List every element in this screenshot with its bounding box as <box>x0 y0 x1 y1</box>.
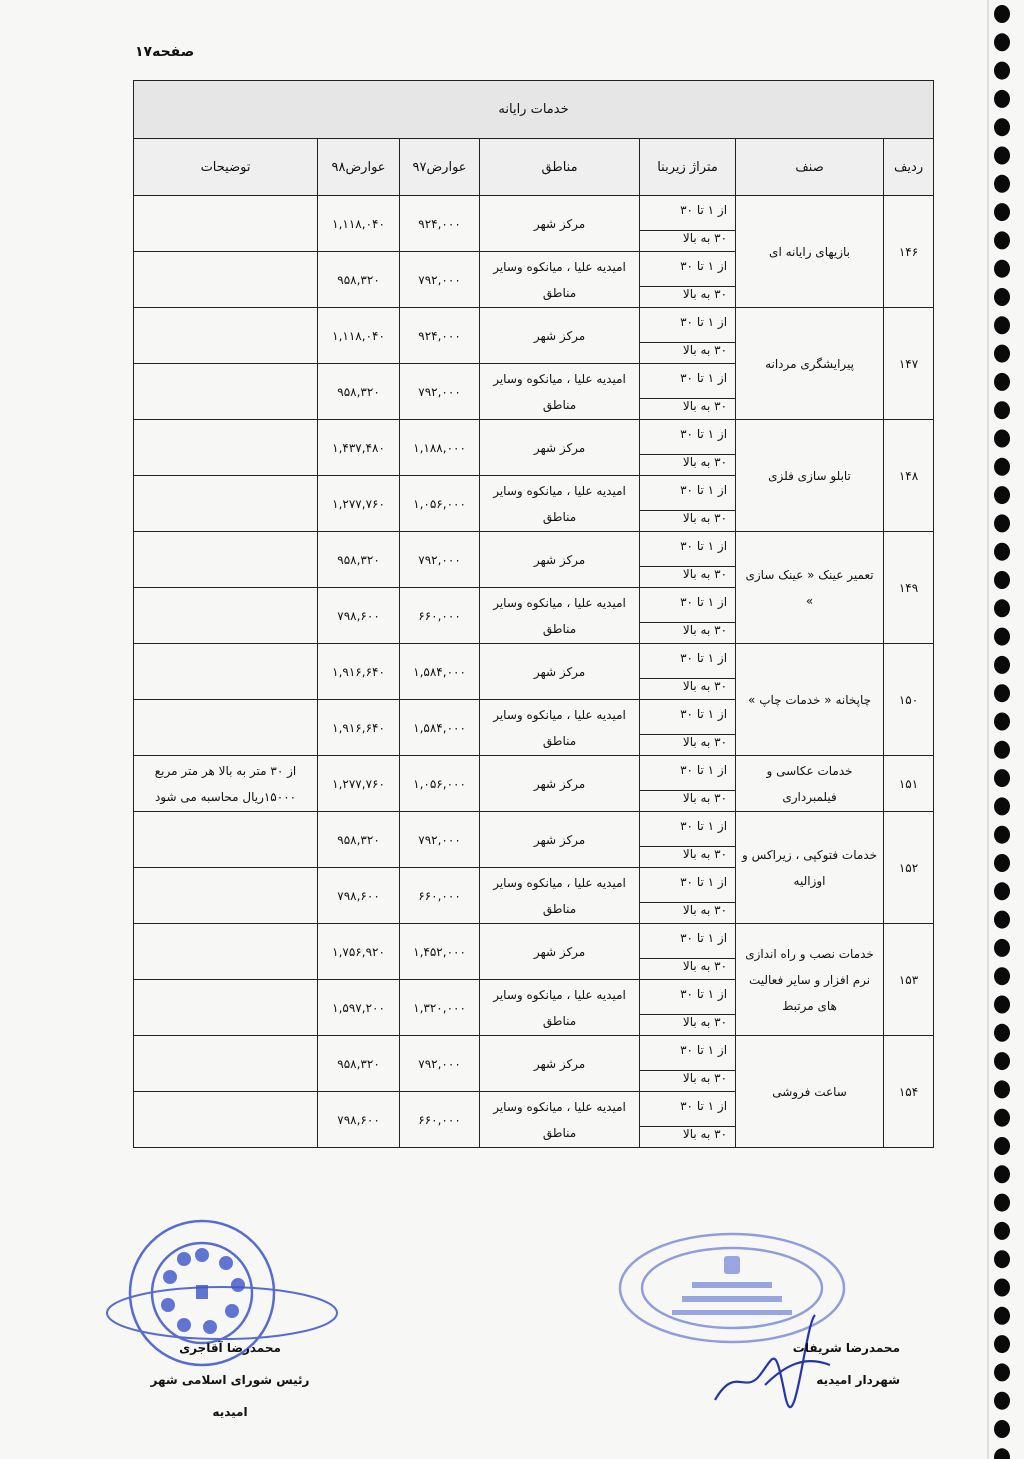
binding-hole <box>994 33 1010 51</box>
binding-hole <box>994 118 1010 136</box>
notes-cell <box>134 980 318 1036</box>
fee98-cell: ۱,۹۱۶,۶۴۰ <box>318 700 400 756</box>
binding-hole <box>994 175 1010 193</box>
fee97-cell: ۱,۴۵۲,۰۰۰ <box>400 924 480 980</box>
area-cell <box>640 644 736 700</box>
header-notes: توضیحات <box>134 139 318 196</box>
binding-hole <box>994 62 1010 80</box>
guild-name: ساعت فروشی <box>736 1036 884 1148</box>
table-row <box>134 1036 934 1092</box>
binding-hole <box>994 571 1010 589</box>
binding-hole <box>994 1052 1010 1070</box>
fee98-cell: ۱,۵۹۷,۲۰۰ <box>318 980 400 1036</box>
table-row <box>134 812 934 868</box>
row-number: ۱۵۰ <box>884 644 934 756</box>
binding-hole <box>994 373 1010 391</box>
binding-hole <box>994 90 1010 108</box>
binding-hole <box>994 1080 1010 1098</box>
zone-cell: مرکز شهر <box>480 1036 640 1092</box>
notes-cell: از ۳۰ متر به بالا هر متر مربع ۱۵۰۰۰ریال محاسبه می شود <box>134 756 318 812</box>
binding-hole <box>994 288 1010 306</box>
area-range-small: از ۱ تا ۳۰ <box>680 482 728 497</box>
council-head-name: محمدرضا آقاجری <box>179 1341 281 1355</box>
table-row <box>134 644 934 700</box>
row-number: ۱۴۶ <box>884 196 934 308</box>
fee97-cell: ۷۹۲,۰۰۰ <box>400 1036 480 1092</box>
fee98-cell: ۹۵۸,۳۲۰ <box>318 532 400 588</box>
council-signature-block <box>135 1332 325 1428</box>
area-range-small: از ۱ تا ۳۰ <box>680 930 728 945</box>
fee97-cell: ۱,۰۵۶,۰۰۰ <box>400 756 480 812</box>
area-cell <box>640 812 736 868</box>
area-cell <box>640 476 736 532</box>
header-area: متراژ زیربنا <box>640 139 736 196</box>
binding-hole <box>994 1307 1010 1325</box>
binding-hole <box>994 741 1010 759</box>
area-range-small: از ۱ تا ۳۰ <box>680 818 728 833</box>
fee98-cell: ۹۵۸,۳۲۰ <box>318 364 400 420</box>
binding-hole <box>994 599 1010 617</box>
zone-cell: امیدیه علیا ، میانکوه وسایر مناطق <box>480 980 640 1036</box>
fee98-cell: ۱,۴۳۷,۴۸۰ <box>318 420 400 476</box>
binding-hole <box>994 911 1010 929</box>
binding-hole <box>994 656 1010 674</box>
zone-cell: مرکز شهر <box>480 532 640 588</box>
area-range-large: ۳۰ به بالا <box>640 902 735 917</box>
fee98-cell: ۷۹۸,۶۰۰ <box>318 1092 400 1148</box>
notes-cell <box>134 1036 318 1092</box>
spiral-binding <box>976 0 1024 1459</box>
area-range-large: ۳۰ به بالا <box>640 510 735 525</box>
binding-hole <box>994 1194 1010 1212</box>
area-range-small: از ۱ تا ۳۰ <box>680 706 728 721</box>
area-range-large: ۳۰ به بالا <box>640 566 735 581</box>
fee97-cell: ۱,۳۲۰,۰۰۰ <box>400 980 480 1036</box>
binding-hole <box>994 231 1010 249</box>
area-range-small: از ۱ تا ۳۰ <box>680 650 728 665</box>
binding-hole <box>994 5 1010 23</box>
row-number: ۱۵۴ <box>884 1036 934 1148</box>
row-number: ۱۵۲ <box>884 812 934 924</box>
area-cell <box>640 868 736 924</box>
binding-hole <box>994 1448 1010 1459</box>
fee97-cell: ۹۲۴,۰۰۰ <box>400 196 480 252</box>
area-range-large: ۳۰ به بالا <box>640 958 735 973</box>
fee97-cell: ۹۲۴,۰۰۰ <box>400 308 480 364</box>
mayor-signature-block <box>770 1332 900 1396</box>
binding-hole <box>994 1165 1010 1183</box>
binding-hole <box>994 939 1010 957</box>
notes-cell <box>134 868 318 924</box>
zone-cell: امیدیه علیا ، میانکوه وسایر مناطق <box>480 364 640 420</box>
zone-cell: مرکز شهر <box>480 924 640 980</box>
notes-cell <box>134 196 318 252</box>
notes-cell <box>134 532 318 588</box>
guild-name: چاپخانه « خدمات چاپ » <box>736 644 884 756</box>
zone-cell: امیدیه علیا ، میانکوه وسایر مناطق <box>480 1092 640 1148</box>
fee98-cell: ۷۹۸,۶۰۰ <box>318 588 400 644</box>
header-zones: مناطق <box>480 139 640 196</box>
area-range-small: از ۱ تا ۳۰ <box>680 1098 728 1113</box>
fee97-cell: ۷۹۲,۰۰۰ <box>400 252 480 308</box>
fee98-cell: ۱,۲۷۷,۷۶۰ <box>318 476 400 532</box>
binding-hole <box>994 543 1010 561</box>
row-number: ۱۵۳ <box>884 924 934 1036</box>
notes-cell <box>134 1092 318 1148</box>
guild-name: خدمات فتوکپی ، زیراکس و اوزالیه <box>736 812 884 924</box>
zone-cell: مرکز شهر <box>480 196 640 252</box>
binding-hole <box>994 769 1010 787</box>
binding-hole <box>994 882 1010 900</box>
binding-hole <box>994 514 1010 532</box>
zone-cell: مرکز شهر <box>480 308 640 364</box>
fee97-cell: ۱,۰۵۶,۰۰۰ <box>400 476 480 532</box>
area-range-large: ۳۰ به بالا <box>640 622 735 637</box>
row-number: ۱۴۹ <box>884 532 934 644</box>
fee97-cell: ۶۶۰,۰۰۰ <box>400 588 480 644</box>
binding-hole <box>994 1024 1010 1042</box>
binding-hole <box>994 147 1010 165</box>
area-range-large: ۳۰ به بالا <box>640 790 735 805</box>
area-cell <box>640 308 736 364</box>
page-number: صفحه۱۷ <box>135 44 195 60</box>
row-number: ۱۵۱ <box>884 756 934 812</box>
binding-hole <box>994 1420 1010 1438</box>
table-row <box>134 420 934 476</box>
zone-cell: امیدیه علیا ، میانکوه وسایر مناطق <box>480 252 640 308</box>
area-range-small: از ۱ تا ۳۰ <box>680 370 728 385</box>
guild-name: پیرایشگری مردانه <box>736 308 884 420</box>
header-guild: صنف <box>736 139 884 196</box>
binding-hole <box>994 713 1010 731</box>
fee98-cell: ۱,۹۱۶,۶۴۰ <box>318 644 400 700</box>
guild-name: تعمیر عینک « عینک سازی » <box>736 532 884 644</box>
row-number: ۱۴۷ <box>884 308 934 420</box>
notes-cell <box>134 308 318 364</box>
table-row <box>134 924 934 980</box>
fee98-cell: ۹۵۸,۳۲۰ <box>318 812 400 868</box>
table-title: خدمات رایانه <box>134 81 934 139</box>
area-range-small: از ۱ تا ۳۰ <box>680 538 728 553</box>
binding-hole <box>994 826 1010 844</box>
table-row <box>134 196 934 252</box>
fee97-cell: ۱,۵۸۴,۰۰۰ <box>400 700 480 756</box>
council-head-title: رئیس شورای اسلامی شهر امیدیه <box>150 1373 310 1419</box>
area-cell <box>640 196 736 252</box>
area-range-small: از ۱ تا ۳۰ <box>680 874 728 889</box>
binding-hole <box>994 1137 1010 1155</box>
binding-hole <box>994 854 1010 872</box>
binding-hole <box>994 1222 1010 1240</box>
fee98-cell: ۷۹۸,۶۰۰ <box>318 868 400 924</box>
area-range-large: ۳۰ به بالا <box>640 286 735 301</box>
fees-table <box>133 80 934 1148</box>
binding-hole <box>994 401 1010 419</box>
binding-hole <box>994 684 1010 702</box>
fee98-cell: ۹۵۸,۳۲۰ <box>318 252 400 308</box>
area-cell <box>640 588 736 644</box>
header-row-no: ردیف <box>884 139 934 196</box>
binding-hole <box>994 1335 1010 1353</box>
notes-cell <box>134 420 318 476</box>
binding-hole <box>994 1250 1010 1268</box>
notes-cell <box>134 812 318 868</box>
notes-cell <box>134 252 318 308</box>
binding-hole <box>994 996 1010 1014</box>
area-range-small: از ۱ تا ۳۰ <box>680 1042 728 1057</box>
area-cell <box>640 532 736 588</box>
fee97-cell: ۶۶۰,۰۰۰ <box>400 1092 480 1148</box>
area-range-large: ۳۰ به بالا <box>640 454 735 469</box>
binding-hole <box>994 1363 1010 1381</box>
area-range-large: ۳۰ به بالا <box>640 846 735 861</box>
fee97-cell: ۷۹۲,۰۰۰ <box>400 532 480 588</box>
notes-cell <box>134 588 318 644</box>
notes-cell <box>134 364 318 420</box>
area-cell <box>640 364 736 420</box>
fee97-cell: ۱,۱۸۸,۰۰۰ <box>400 420 480 476</box>
fee98-cell: ۱,۲۷۷,۷۶۰ <box>318 756 400 812</box>
binding-hole <box>994 260 1010 278</box>
zone-cell: امیدیه علیا ، میانکوه وسایر مناطق <box>480 476 640 532</box>
zone-cell: مرکز شهر <box>480 644 640 700</box>
mayor-title: شهردار امیدیه <box>816 1373 900 1387</box>
area-cell <box>640 420 736 476</box>
table-row <box>134 756 934 812</box>
binding-hole <box>994 458 1010 476</box>
area-range-large: ۳۰ به بالا <box>640 734 735 749</box>
zone-cell: مرکز شهر <box>480 812 640 868</box>
guild-name: بازیهای رایانه ای <box>736 196 884 308</box>
table-row <box>134 308 934 364</box>
area-range-small: از ۱ تا ۳۰ <box>680 258 728 273</box>
area-range-large: ۳۰ به بالا <box>640 342 735 357</box>
notes-cell <box>134 700 318 756</box>
area-range-small: از ۱ تا ۳۰ <box>680 202 728 217</box>
binding-hole <box>994 203 1010 221</box>
binding-hole <box>994 1392 1010 1410</box>
binding-hole <box>994 797 1010 815</box>
fee97-cell: ۱,۵۸۴,۰۰۰ <box>400 644 480 700</box>
guild-name: خدمات نصب و راه اندازی نرم افزار و سایر فعالیت های مرتبط <box>736 924 884 1036</box>
area-range-large: ۳۰ به بالا <box>640 398 735 413</box>
zone-cell: مرکز شهر <box>480 420 640 476</box>
area-cell <box>640 1092 736 1148</box>
zone-cell: امیدیه علیا ، میانکوه وسایر مناطق <box>480 588 640 644</box>
notes-cell <box>134 924 318 980</box>
binding-hole <box>994 628 1010 646</box>
fee98-cell: ۱,۱۱۸,۰۴۰ <box>318 196 400 252</box>
table-body <box>134 196 934 1148</box>
area-cell <box>640 924 736 980</box>
zone-cell: امیدیه علیا ، میانکوه وسایر مناطق <box>480 700 640 756</box>
area-cell <box>640 252 736 308</box>
area-cell <box>640 756 736 812</box>
fee98-cell: ۱,۷۵۶,۹۲۰ <box>318 924 400 980</box>
binding-hole <box>994 316 1010 334</box>
area-cell <box>640 1036 736 1092</box>
area-cell <box>640 980 736 1036</box>
mayor-name: محمدرضا شریفات <box>792 1341 900 1355</box>
area-range-small: از ۱ تا ۳۰ <box>680 594 728 609</box>
area-range-large: ۳۰ به بالا <box>640 1014 735 1029</box>
zone-cell: امیدیه علیا ، میانکوه وسایر مناطق <box>480 868 640 924</box>
fee98-cell: ۹۵۸,۳۲۰ <box>318 1036 400 1092</box>
notes-cell <box>134 476 318 532</box>
binding-hole <box>994 967 1010 985</box>
area-range-large: ۳۰ به بالا <box>640 1126 735 1141</box>
binding-hole <box>994 430 1010 448</box>
fee97-cell: ۷۹۲,۰۰۰ <box>400 364 480 420</box>
notes-cell <box>134 644 318 700</box>
area-range-large: ۳۰ به بالا <box>640 230 735 245</box>
area-range-small: از ۱ تا ۳۰ <box>680 762 728 777</box>
binding-hole <box>994 486 1010 504</box>
binding-hole <box>994 1109 1010 1127</box>
fee97-cell: ۷۹۲,۰۰۰ <box>400 812 480 868</box>
row-number: ۱۴۸ <box>884 420 934 532</box>
area-range-large: ۳۰ به بالا <box>640 678 735 693</box>
guild-name: خدمات عکاسی و فیلمبرداری <box>736 756 884 812</box>
fee97-cell: ۶۶۰,۰۰۰ <box>400 868 480 924</box>
header-fee98: عوارض۹۸ <box>318 139 400 196</box>
area-range-small: از ۱ تا ۳۰ <box>680 426 728 441</box>
guild-name: تابلو سازی فلزی <box>736 420 884 532</box>
binding-hole <box>994 345 1010 363</box>
area-range-small: از ۱ تا ۳۰ <box>680 986 728 1001</box>
table-row <box>134 532 934 588</box>
area-range-small: از ۱ تا ۳۰ <box>680 314 728 329</box>
area-cell <box>640 700 736 756</box>
header-fee97: عوارض۹۷ <box>400 139 480 196</box>
fee98-cell: ۱,۱۱۸,۰۴۰ <box>318 308 400 364</box>
zone-cell: مرکز شهر <box>480 756 640 812</box>
binding-hole <box>994 1279 1010 1297</box>
area-range-large: ۳۰ به بالا <box>640 1070 735 1085</box>
